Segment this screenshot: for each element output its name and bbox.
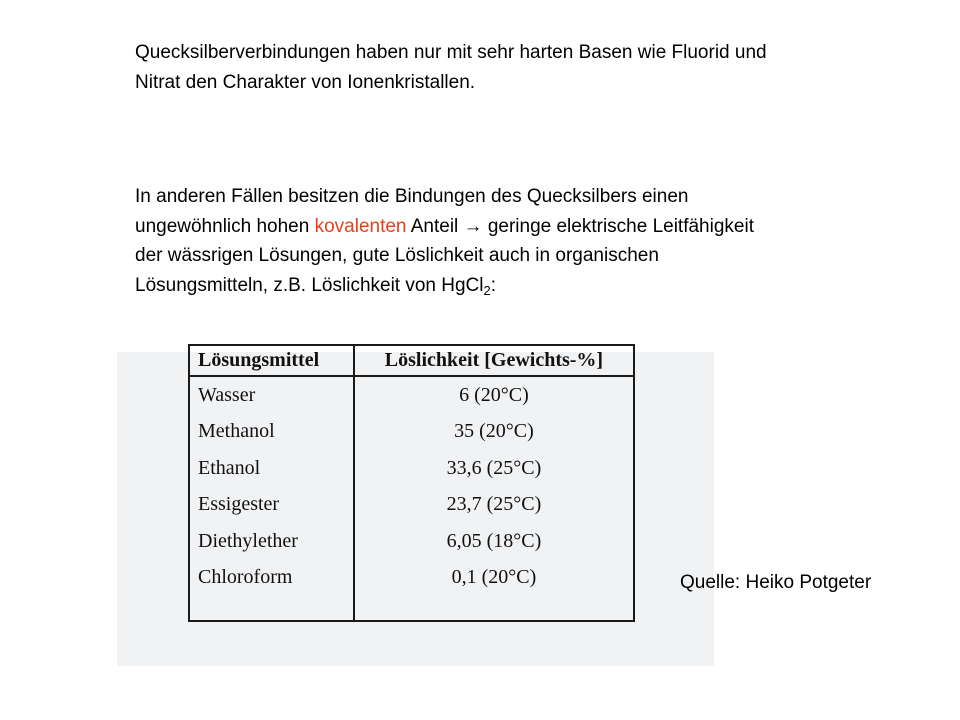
highlight-word: kovalenten — [314, 215, 407, 237]
table-row — [189, 523, 634, 560]
solvent-cell: Ethanol — [189, 450, 354, 487]
table-row — [189, 376, 634, 414]
detail-text-start: In anderen Fällen besitzen die Bindungen des Quecksilbers einen ungewöhnlich hohen — [135, 186, 689, 237]
formula-subscript: 2 — [483, 282, 491, 298]
detail-paragraph — [135, 182, 775, 300]
solubility-cell: 23,7 (25°C) — [354, 487, 634, 524]
solvent-cell: Methanol — [189, 414, 354, 451]
solubility-cell: 0,1 (20°C) — [354, 560, 634, 621]
table-row — [189, 414, 634, 451]
solvent-cell: Wasser — [189, 376, 354, 414]
solvent-cell: Essigester — [189, 487, 354, 524]
intro-paragraph: Quecksilberverbindungen haben nur mit sehr harten Basen wie Fluorid und Nitrat den Charakter von Ionenkristallen. — [135, 42, 767, 93]
solubility-table — [188, 344, 635, 622]
table-row — [189, 487, 634, 524]
solvent-cell: Diethylether — [189, 523, 354, 560]
solubility-cell: 35 (20°C) — [354, 414, 634, 451]
detail-text-middle: Anteil → geringe elektrische Leitfähigkeit der wässrigen Lösungen, gute Löslichkeit auch in organischen Lösungsmitteln, z.B. Löslichkeit von HgCl — [135, 215, 754, 296]
table-row — [189, 560, 634, 621]
header-solvent: Lösungsmittel — [189, 345, 354, 376]
table-row — [189, 450, 634, 487]
solubility-cell: 6 (20°C) — [354, 376, 634, 414]
header-solubility: Löslichkeit [Gewichts-%] — [354, 345, 634, 376]
solubility-cell: 33,6 (25°C) — [354, 450, 634, 487]
source-credit: Quelle: Heiko Potgeter — [680, 572, 872, 593]
detail-text-end: : — [490, 274, 497, 296]
solubility-table-image — [117, 349, 714, 666]
solvent-cell: Chloroform — [189, 560, 354, 621]
table-header-row — [189, 345, 634, 376]
solubility-cell: 6,05 (18°C) — [354, 523, 634, 560]
